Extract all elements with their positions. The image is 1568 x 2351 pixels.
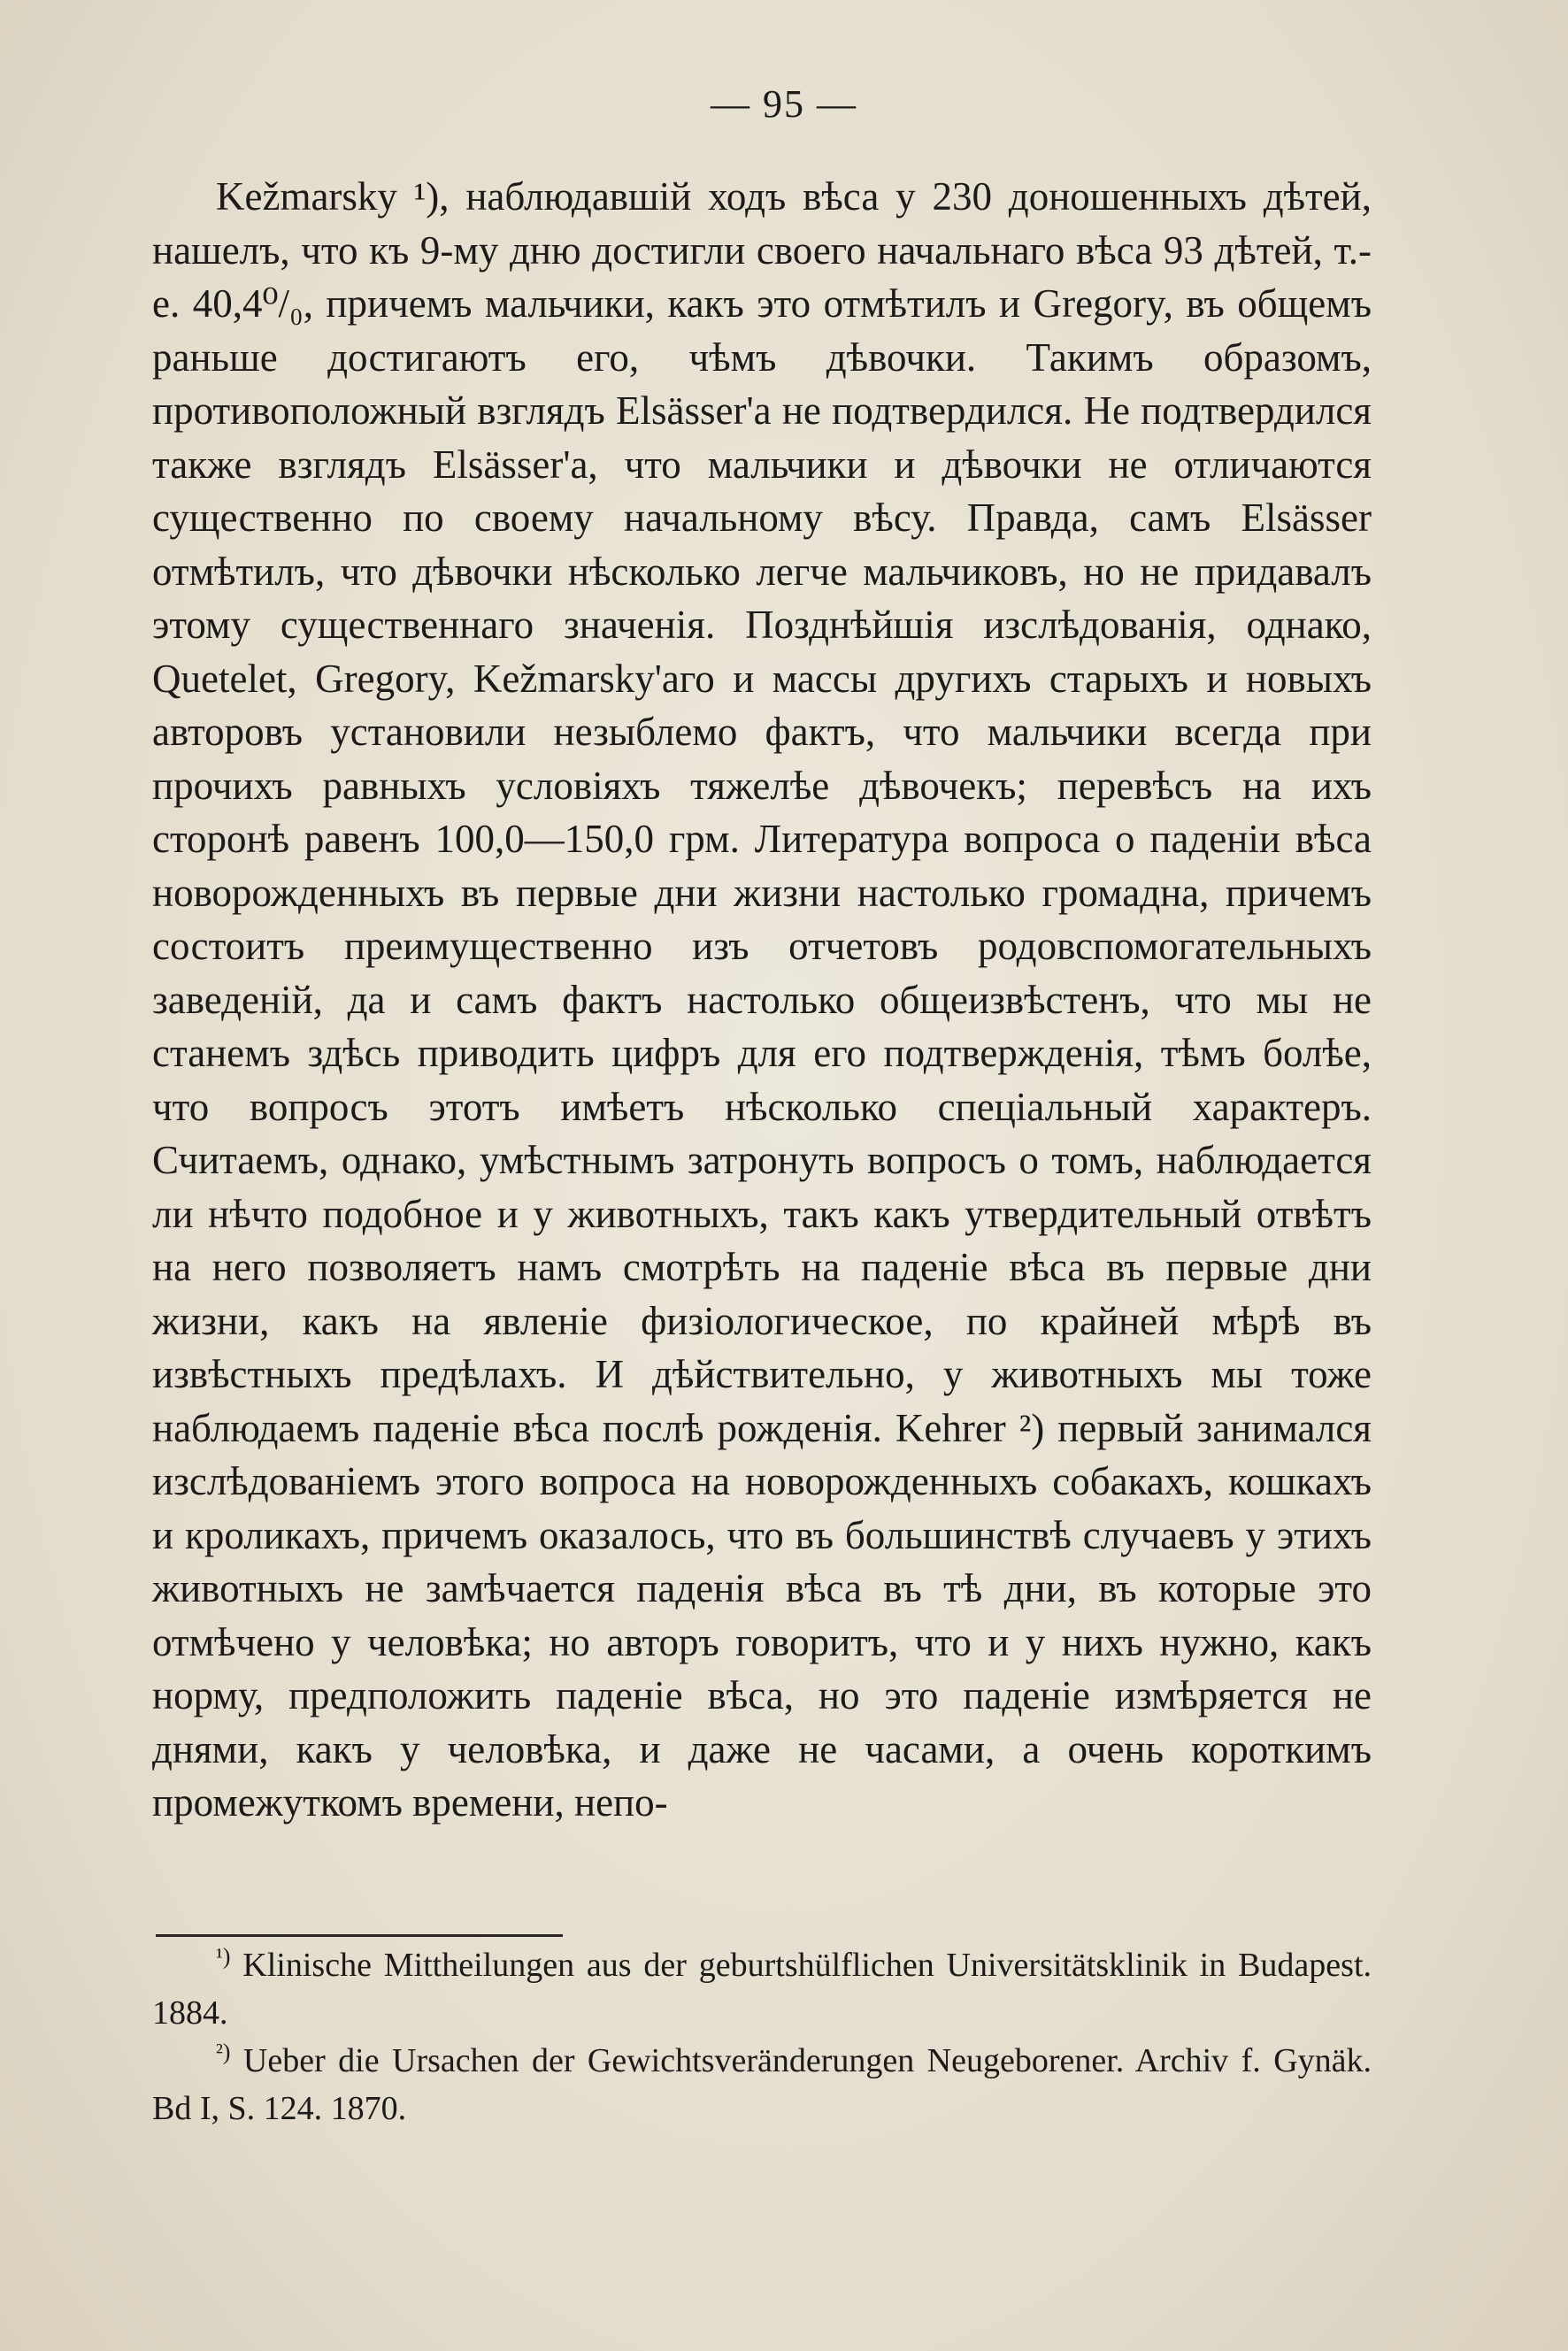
footnote-2-text: Ueber die Ursachen der Gewichtsveränderungen Neugeborener. Archiv f. Gynäk. Bd I, S. 124. 1870. <box>152 2042 1372 2127</box>
footnote-2 <box>152 2037 1372 2132</box>
footnotes <box>152 1941 1372 2132</box>
footnote-divider <box>156 1934 563 1937</box>
footnote-1-text: Klinische Mittheilungen aus der geburtshülflichen Universitätsklinik in Budapest. 1884. <box>152 1947 1372 2032</box>
footnote-2-mark: ²) <box>216 2039 231 2065</box>
footnote-1 <box>152 1941 1372 2037</box>
page-number: — 95 — <box>711 82 857 126</box>
footnote-1-mark: ¹) <box>216 1943 231 1970</box>
body-paragraph: Kežmarsky ¹), наблюдавшій ходъ вѣса у 230 доношенныхъ дѣтей, нашелъ, что къ 9-му дню достигли своего начальнаго вѣса 93 дѣтей, т.-е. 40,4⁰/₀, причемъ мальчики, какъ это отмѣтилъ и Gregory, въ общемъ раньше достигаютъ его, чѣмъ дѣвочки. Такимъ образомъ, противоположный взглядъ Elsässer'а не подтвердился. Не подтвердился также взглядъ Elsässer'а, что мальчики и дѣвочки не отличаются существенно по своему начальному вѣсу. Правда, самъ Elsässer отмѣтилъ, что дѣвочки нѣсколько легче мальчиковъ, но не придавалъ этому существеннаго значенія. Позднѣйшія изслѣдованія, однако, Quetelet, Gregory, Kežmarsky'аго и массы другихъ старыхъ и новыхъ авторовъ установили незыблемо фактъ, что мальчики всегда при прочихъ равныхъ условіяхъ тяжелѣе дѣвочекъ; перевѣсъ на ихъ сторонѣ равенъ 100,0—150,0 грм. Литература вопроса о паденіи вѣса новорожденныхъ въ первые дни жизни настолько громадна, причемъ состоитъ преимущественно изъ отчетовъ родовспомогательныхъ заведеній, да и самъ фактъ настолько общеизвѣстенъ, что мы не станемъ здѣсь приводить цифръ для его подтвержденія, тѣмъ болѣе, что вопросъ этотъ имѣетъ нѣсколько спеціальный характеръ. Считаемъ, однако, умѣстнымъ затронуть вопросъ о томъ, наблюдается ли нѣчто подобное и у животныхъ, такъ какъ утвердительный отвѣтъ на него позволяетъ намъ смотрѣть на паденіе вѣса въ первые дни жизни, какъ на явленіе физіологическое, по крайней мѣрѣ въ извѣстныхъ предѣлахъ. И дѣйствительно, у животныхъ мы тоже наблюдаемъ паденіе вѣса послѣ рожденія. Kehrer ²) первый занимался изслѣдованіемъ этого вопроса на новорожденныхъ собакахъ, кошкахъ и кроликахъ, причемъ оказалось, что въ большинствѣ случаевъ у этихъ животныхъ не замѣчается паденія вѣса въ тѣ дни, въ которые это отмѣчено у человѣка; но авторъ говоритъ, что и у нихъ нужно, какъ норму, предположить паденіе вѣса, но это паденіе измѣряется не днями, какъ у человѣка, и даже не часами, а очень короткимъ промежуткомъ времени, непо- <box>152 174 1372 1825</box>
